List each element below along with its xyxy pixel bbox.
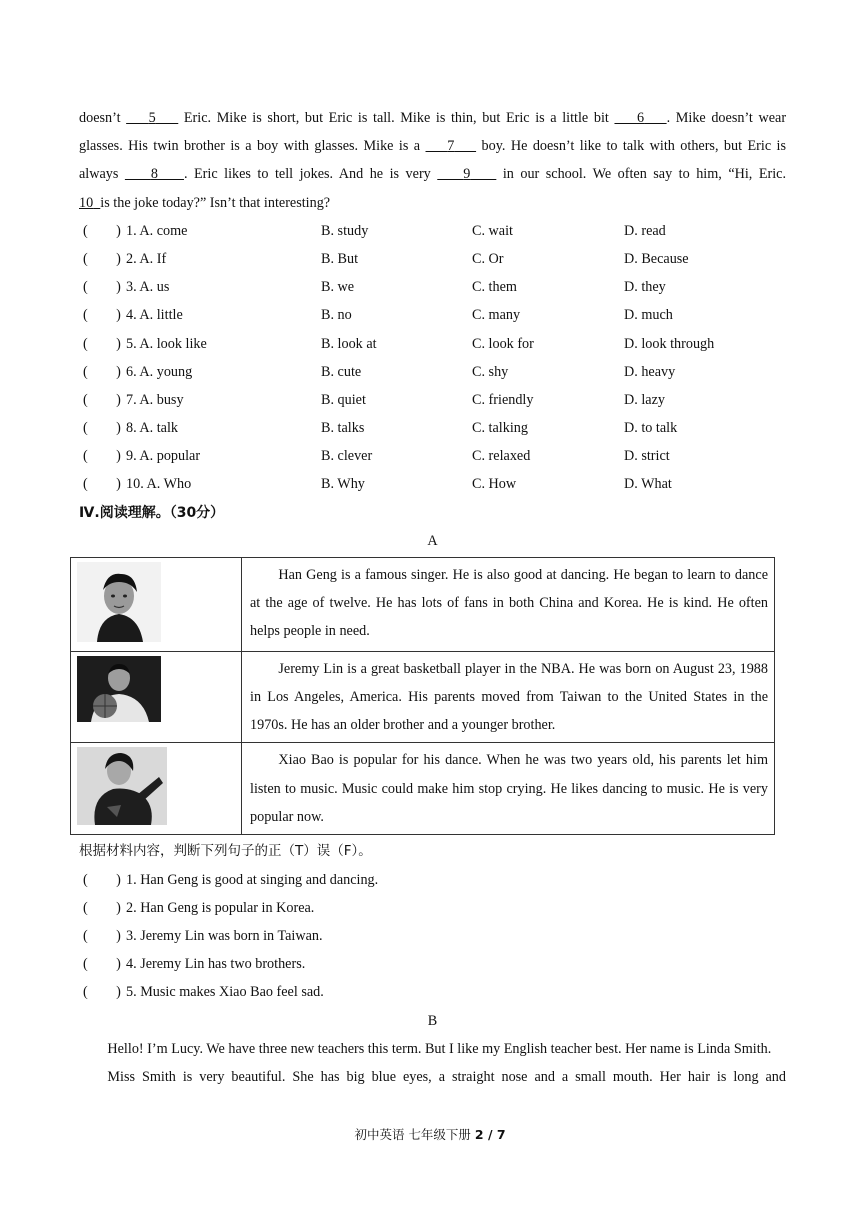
photo-cell xyxy=(71,743,242,835)
option-a: 2. A. If xyxy=(126,250,167,267)
passage-text: doesn’t xyxy=(79,110,127,126)
option-d: D. Because xyxy=(624,250,689,267)
passage-text: in our school. We often say to him, “Hi, Eric. xyxy=(496,166,787,183)
option-d: D. lazy xyxy=(624,391,665,408)
option-a: 7. A. busy xyxy=(126,391,184,408)
option-d: D. strict xyxy=(624,448,670,465)
option-b: B. Why xyxy=(321,476,365,493)
answer-paren[interactable]: ( ) xyxy=(83,956,121,973)
option-c: C. relaxed xyxy=(472,448,531,465)
question-text: 1. Han Geng is good at singing and dancing. xyxy=(126,871,379,888)
blank-6: 6 xyxy=(636,110,645,126)
passage-line xyxy=(79,104,786,132)
cloze-question xyxy=(79,330,786,358)
passage-line xyxy=(79,189,786,217)
passage-text: always xyxy=(79,166,125,183)
option-a: 9. A. popular xyxy=(126,448,201,465)
cloze-question xyxy=(79,358,786,386)
option-a: 6. A. young xyxy=(126,363,193,380)
option-d: D. much xyxy=(624,307,673,324)
option-c: C. many xyxy=(472,307,521,324)
row-text: Han Geng is a famous singer. He is also good at dancing. He began to learn to dance at the age of twelve. He has lots of fans in both China and Korea. He is kind. He often helps people in need. xyxy=(242,557,775,651)
passage-text: . Mike doesn’t wear xyxy=(666,110,787,126)
option-b: B. cute xyxy=(321,363,362,380)
cloze-question-list xyxy=(79,217,786,499)
option-b: B. clever xyxy=(321,448,373,465)
row-text: Jeremy Lin is a great basketball player in the NBA. He was born on August 23, 1988 in Los Angeles, America. His parents moved from Taiwan to the United States in the 1970s. He has an older brother and a younger brother. xyxy=(242,651,775,743)
passage-line xyxy=(79,132,786,160)
part-a-label: A xyxy=(427,532,438,549)
answer-paren[interactable]: ( ) xyxy=(83,250,121,267)
option-d: D. read xyxy=(624,222,666,239)
cloze-passage xyxy=(79,104,786,217)
answer-paren[interactable]: ( ) xyxy=(83,279,121,296)
question-text: 4. Jeremy Lin has two brothers. xyxy=(126,956,306,973)
answer-paren[interactable]: ( ) xyxy=(83,927,121,944)
photo-cell xyxy=(71,651,242,743)
tf-question xyxy=(79,978,786,1006)
answer-paren[interactable]: ( ) xyxy=(83,363,121,380)
answer-paren[interactable]: ( ) xyxy=(83,984,121,1001)
tf-question xyxy=(79,894,786,922)
answer-paren[interactable]: ( ) xyxy=(83,448,121,465)
paragraph: Miss Smith is very beautiful. She has big blue eyes, a straight nose and a small mouth. Her hair is long and xyxy=(107,1068,786,1085)
option-c: C. shy xyxy=(472,363,509,380)
tf-question xyxy=(79,950,786,978)
option-c: C. talking xyxy=(472,420,528,437)
option-a: 5. A. look like xyxy=(126,335,207,352)
tf-instruction: 根据材料内容，判断下列句子的正（T）误（F）。 xyxy=(79,843,372,860)
answer-paren[interactable]: ( ) xyxy=(83,335,121,352)
answer-paren[interactable]: ( ) xyxy=(83,899,121,916)
footer-label: 初中英语 七年级下册 xyxy=(354,1127,475,1142)
table-row xyxy=(71,743,775,835)
option-c: C. look for xyxy=(472,335,534,352)
blank-8: 8 xyxy=(150,166,158,183)
page-number: 2 / 7 xyxy=(474,1127,506,1142)
cloze-question xyxy=(79,245,786,273)
answer-paren[interactable]: ( ) xyxy=(83,222,121,239)
option-b: B. no xyxy=(321,307,352,324)
part-b-label: B xyxy=(427,1012,438,1029)
cloze-question xyxy=(79,217,786,245)
option-a: 4. A. little xyxy=(126,307,183,324)
photo-cell xyxy=(71,557,242,651)
option-c: C. them xyxy=(472,279,517,296)
table-row xyxy=(71,651,775,743)
option-a: 8. A. talk xyxy=(126,420,179,437)
answer-paren[interactable]: ( ) xyxy=(83,307,121,324)
section-title: Ⅳ.阅读理解。（30分） xyxy=(79,504,225,521)
option-b: B. But xyxy=(321,250,359,267)
question-text: 3. Jeremy Lin was born in Taiwan. xyxy=(126,927,323,944)
cloze-question xyxy=(79,301,786,329)
option-b: B. talks xyxy=(321,420,365,437)
row-text: Xiao Bao is popular for his dance. When he was two years old, his parents let him listen to music. Music could make him stop crying. He likes dancing to music. He is very popular now. xyxy=(242,743,775,835)
option-d: D. What xyxy=(624,476,672,493)
cloze-question xyxy=(79,442,786,470)
passage-text: is the joke today?” Isn’t that interesting? xyxy=(100,194,331,211)
option-d: D. to talk xyxy=(624,420,678,437)
han-geng-photo xyxy=(77,562,161,642)
option-b: B. quiet xyxy=(321,391,366,408)
passage-text: Eric. Mike is short, but Eric is tall. Mike is thin, but Eric is a little bit xyxy=(178,110,615,126)
option-b: B. study xyxy=(321,222,369,239)
page-footer xyxy=(0,1125,860,1143)
table-row xyxy=(71,557,775,651)
option-c: C. friendly xyxy=(472,391,534,408)
option-c: C. wait xyxy=(472,222,513,239)
cloze-question xyxy=(79,414,786,442)
blank-10: 10 xyxy=(79,194,94,211)
cloze-question xyxy=(79,470,786,498)
tf-question xyxy=(79,922,786,950)
option-d: D. they xyxy=(624,279,666,296)
answer-paren[interactable]: ( ) xyxy=(83,871,121,888)
option-c: C. Or xyxy=(472,250,504,267)
answer-paren[interactable]: ( ) xyxy=(83,420,121,437)
option-b: B. look at xyxy=(321,335,377,352)
question-text: 2. Han Geng is popular in Korea. xyxy=(126,899,315,916)
option-a: 3. A. us xyxy=(126,279,170,296)
passage-text: glasses. His twin brother is a boy with glasses. Mike is a xyxy=(79,138,426,155)
tf-question-list xyxy=(79,866,786,1007)
passage-line xyxy=(79,160,786,188)
option-c: C. How xyxy=(472,476,517,493)
option-d: D. heavy xyxy=(624,363,676,380)
option-d: D. look through xyxy=(624,335,715,352)
answer-paren[interactable]: ( ) xyxy=(83,391,121,408)
cloze-question xyxy=(79,273,786,301)
cloze-question xyxy=(79,386,786,414)
option-b: B. we xyxy=(321,279,355,296)
answer-paren[interactable]: ( ) xyxy=(83,476,121,493)
option-a: 10. A. Who xyxy=(126,476,192,493)
jeremy-lin-photo xyxy=(77,656,161,722)
question-text: 5. Music makes Xiao Bao feel sad. xyxy=(126,984,324,1001)
page-content xyxy=(79,104,786,1091)
passage-text: . Eric likes to tell jokes. And he is very xyxy=(183,166,438,183)
passage-text: boy. He doesn’t like to talk with others, but Eric is xyxy=(476,138,787,155)
blank-7: 7 xyxy=(447,138,455,155)
paragraph: Hello! I’m Lucy. We have three new teachers this term. But I like my English teacher best. Her name is Linda Smith. xyxy=(107,1040,772,1057)
blank-5: 5 xyxy=(148,110,156,126)
reading-table xyxy=(70,557,775,836)
option-a: 1. A. come xyxy=(126,222,188,239)
tf-question xyxy=(79,866,786,894)
xiao-bao-photo xyxy=(77,747,167,825)
blank-9: 9 xyxy=(463,166,471,183)
